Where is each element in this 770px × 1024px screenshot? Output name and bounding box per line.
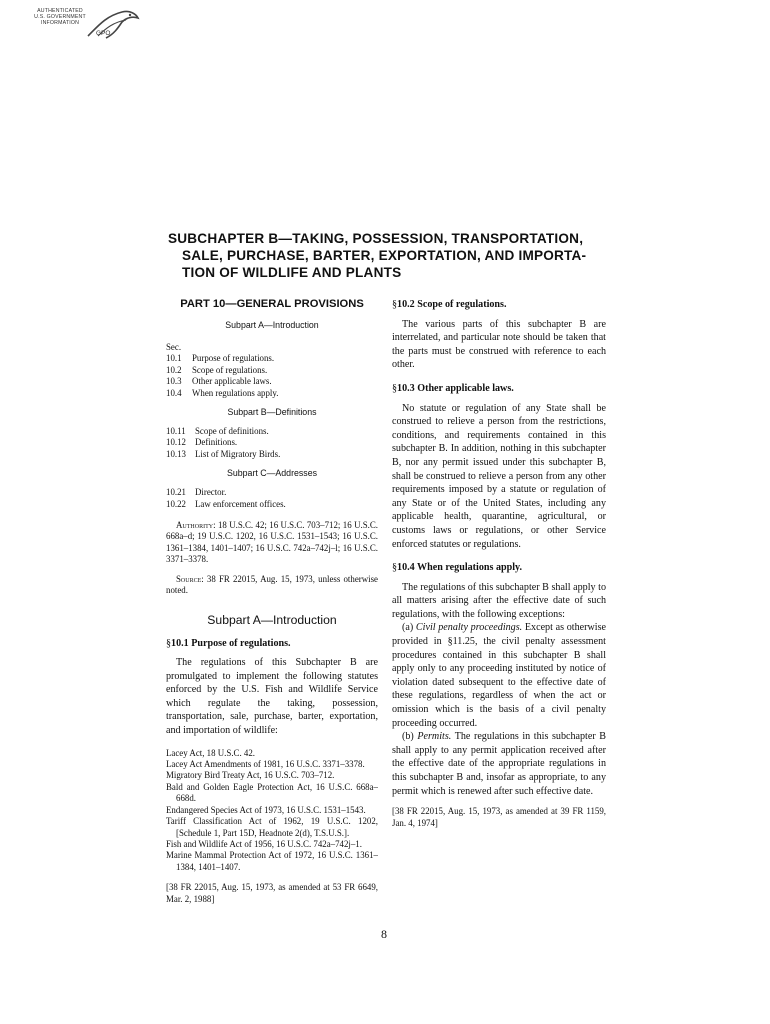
page-number: 8 [381, 927, 387, 941]
authority-text: : 18 U.S.C. 42; 16 U.S.C. 703–712; 16 U.S.C. 668a–d; 19 U.S.C. 1202, 16 U.S.C. 1531–1543; 16 U.S.C. 1361–1384, 1401–1407; 16 U.S.C. 742a–742j–l; 16 U.S.C. 3371–3378. [166, 520, 378, 565]
section-symbol: § [392, 562, 398, 574]
toc-text: Scope of definitions. [195, 426, 269, 437]
subpart-a-heading: Subpart A—Introduction [207, 612, 337, 627]
toc-item [166, 449, 378, 460]
paragraph-b-label: (b) [402, 731, 414, 743]
seal-line-1: AUTHENTICATED [37, 8, 83, 14]
toc-subpart-a: Subpart A—Introduction [225, 320, 319, 330]
toc-list-a [166, 353, 378, 399]
section-symbol: § [392, 299, 398, 310]
toc-text: When regulations apply. [192, 387, 279, 398]
toc-text: Law enforcement offices. [195, 498, 286, 509]
section-symbol: § [392, 382, 398, 394]
section-symbol: § [166, 637, 172, 649]
section-10-1-citation: [38 FR 22015, Aug. 15, 1973, as amended at 53 FR 6649, Mar. 2, 1988] [166, 882, 378, 904]
section-10-1-title: 10.1 Purpose of regulations. [171, 637, 291, 649]
source-note [166, 574, 378, 597]
paragraph-a [392, 621, 606, 730]
toc-text: Director. [195, 487, 227, 498]
toc-item [166, 388, 378, 399]
toc-num: 10.12 [166, 437, 186, 448]
paragraph-b-text: The regulations in this subchapter B shall apply to any permit application received after the effective date of the appropriate regulations in this subchapter B and, insofar as appropriate, to any permit which is renewed after such effective date. [392, 731, 606, 797]
toc-num: 10.13 [166, 448, 186, 459]
section-10-2-body: The various parts of this subchapter B are interrelated, and particular note should be taken that the parts must be construed with reference to each other. [392, 318, 606, 371]
toc-num: 10.11 [166, 426, 186, 437]
authority-label: Authority [176, 520, 214, 531]
statute-item: Lacey Act Amendments of 1981, 16 U.S.C. 3371–3378. [166, 759, 365, 770]
toc-num: 10.2 [166, 364, 182, 375]
section-10-2-title: 10.2 Scope of regulations. [397, 299, 507, 310]
seal-gpo-label: GPO [96, 30, 111, 37]
paragraph-a-text: Except as otherwise provided in §11.25, the civil penalty assessment procedures contained in this subchapter B shall apply only to any proceeding instituted by notice of violation dated subsequent to the effective date of these regulations, regardless of when the act or omission which is the basis of a civil penalty proceeding occurred. [392, 622, 606, 729]
section-10-4-title: 10.4 When regulations apply. [397, 562, 523, 574]
toc-text: List of Migratory Birds. [195, 448, 281, 459]
paragraph-a-title: Civil penalty proceedings. [415, 622, 523, 634]
toc-num: 10.4 [166, 387, 182, 398]
right-column [392, 298, 606, 829]
paragraph-a-label: (a) [402, 622, 414, 634]
toc-item [166, 437, 378, 448]
toc-list-b [166, 426, 378, 460]
section-10-2-heading [392, 298, 606, 312]
seal-line-2: U.S. GOVERNMENT [34, 14, 86, 20]
seal-line-3: INFORMATION [40, 20, 80, 26]
section-10-4-heading [392, 561, 606, 575]
section-10-3-title: 10.3 Other applicable laws. [397, 382, 514, 394]
statute-item: Fish and Wildlife Act of 1956, 16 U.S.C. 742a–742j–1. [166, 838, 362, 849]
section-10-4-citation: [38 FR 22015, Aug. 15, 1973, as amended at 39 FR 1159, Jan. 4, 1974] [392, 806, 606, 828]
toc-text: Purpose of regulations. [192, 353, 275, 364]
toc-list-c [166, 487, 378, 510]
authority-note [166, 520, 378, 566]
section-10-1-body: The regulations of this Subchapter B are promulgated to implement the following statutes enforced by the U.S. Fish and Wildlife Service which regulate the taking, possession, transportation, sale, purchase, barter, exportation, and importation of wildlife: [166, 657, 378, 737]
section-10-1-heading [166, 637, 378, 651]
toc-num: 10.3 [166, 376, 182, 387]
gpo-authentication-seal [30, 6, 142, 44]
section-10-3-heading [392, 382, 606, 396]
statute-item: Tariff Classification Act of 1962, 19 U.S.C. 1202, [Schedule 1, Part 15D, Headnote 2(d), T.S.U.S.]. [166, 816, 378, 838]
toc-subpart-c: Subpart C—Addresses [227, 468, 317, 479]
title-line-2: SALE, PURCHASE, BARTER, EXPORTATION, AND IMPORTA- [182, 248, 587, 263]
part-heading: PART 10—GENERAL PROVISIONS [180, 298, 364, 310]
statute-list [166, 748, 378, 873]
toc-num: 10.22 [166, 498, 186, 509]
toc-text: Scope of regulations. [192, 364, 268, 375]
statute-item: Lacey Act, 18 U.S.C. 42. [166, 747, 255, 758]
toc-text: Other applicable laws. [192, 376, 272, 387]
title-line-3: TION OF WILDLIFE AND PLANTS [182, 265, 402, 280]
toc-item [166, 353, 378, 364]
section-10-4-body: The regulations of this subchapter B shall apply to all matters arising after the effective date of such regulations, with the following exceptions: [392, 581, 606, 620]
title-line-1: SUBCHAPTER B—TAKING, POSSESSION, TRANSPORTATION, [168, 231, 584, 246]
toc-num: 10.21 [166, 487, 186, 498]
paragraph-b-title: Permits. [417, 731, 452, 743]
statute-item: Migratory Bird Treaty Act, 16 U.S.C. 703–712. [166, 770, 335, 781]
source-text: : 38 FR 22015, Aug. 15, 1973, unless otherwise noted. [166, 573, 378, 596]
subchapter-title [168, 230, 608, 281]
toc-num: 10.1 [166, 353, 182, 364]
section-10-3-body: No statute or regulation of any State shall be construed to relieve a person from the restrictions, conditions, and requirements contained in this subchapter B. In addition, nothing in this subchapter B, nor any permit issued under this subchapter B, shall be construed to relieve a person from any other requirements imposed by a statute or regulation of any State or of the United States, including any applicable health, quarantine, agricultural, or customs laws or regulations, or other Service enforced statutes or regulations. [392, 402, 606, 550]
toc-item [166, 376, 378, 387]
statute-item: Endangered Species Act of 1973, 16 U.S.C. 1531–1543. [166, 804, 366, 815]
eagle-logo-icon [84, 6, 140, 42]
statute-item: Bald and Golden Eagle Protection Act, 16 U.S.C. 668a–668d. [166, 781, 378, 804]
toc-sec-label: Sec. [166, 342, 182, 352]
toc-item [166, 426, 378, 437]
toc-item [166, 499, 378, 510]
source-label: Source [176, 573, 202, 584]
toc-text: Definitions. [195, 437, 238, 448]
toc-item [166, 487, 378, 498]
toc-item [166, 365, 378, 376]
statute-item: Marine Mammal Protection Act of 1972, 16 U.S.C. 1361–1384, 1401–1407. [166, 850, 378, 872]
paragraph-b [392, 730, 606, 798]
toc-subpart-b: Subpart B—Definitions [227, 407, 317, 418]
left-column [166, 298, 378, 905]
